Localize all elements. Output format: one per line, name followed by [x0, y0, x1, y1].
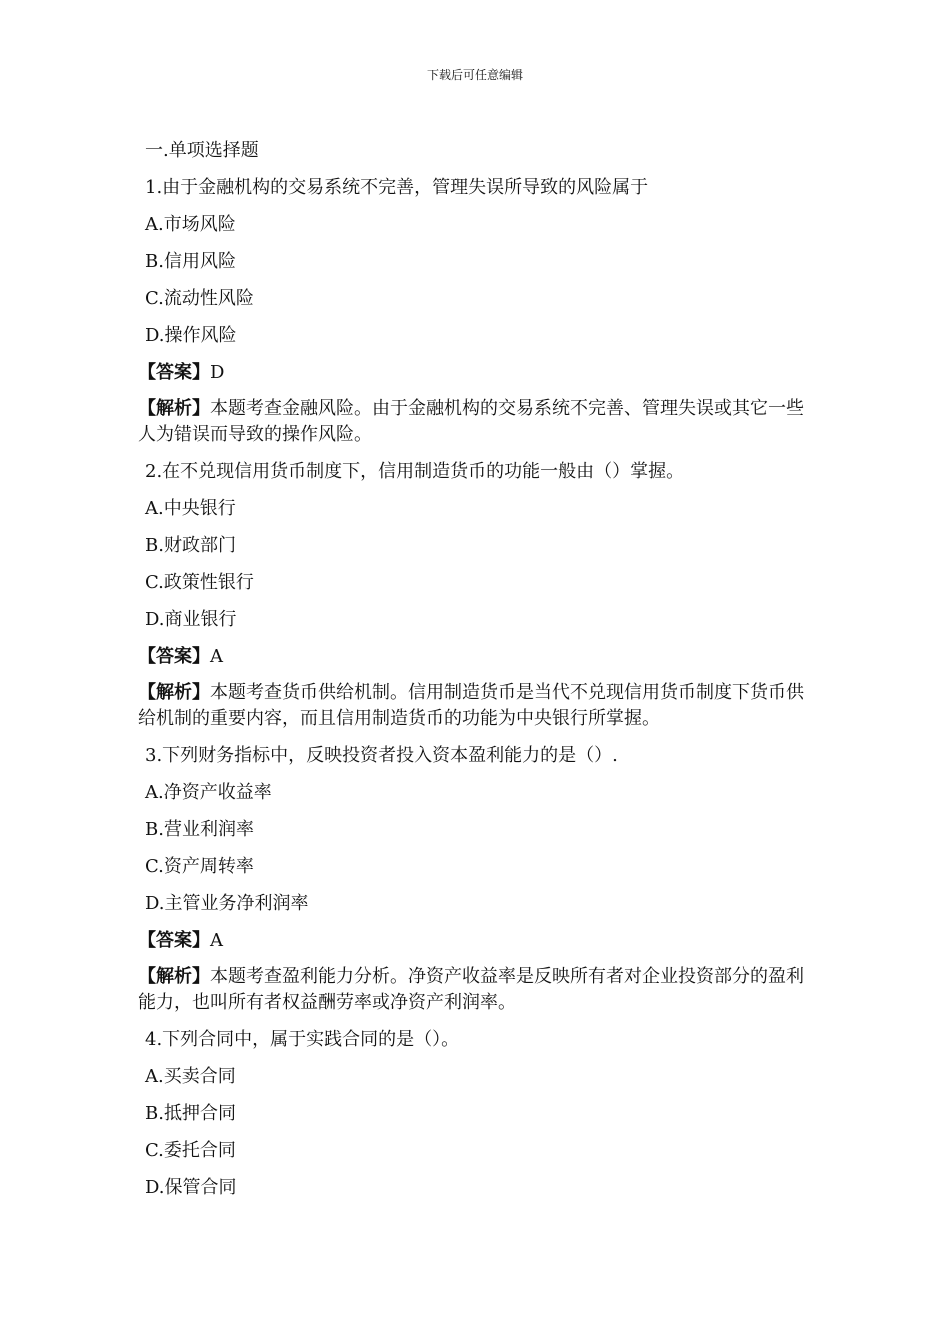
option-b: B.财政部门 [145, 535, 236, 556]
option-a: A.市场风险 [145, 214, 236, 235]
document-body [138, 137, 810, 1211]
analysis-text: 本题考查金融风险。由于金融机构的交易系统不完善、管理失误或其它一些人为错误而导致的操作风险。 [138, 398, 804, 445]
analysis-text: 本题考查盈利能力分析。净资产收益率是反映所有者对企业投资部分的盈利能力，也叫所有者权益酬劳率或净资产利润率。 [138, 966, 804, 1013]
section-title: 一.单项选择题 [145, 140, 259, 161]
page-header: 下载后可任意编辑 [426, 68, 523, 82]
analysis-text: 本题考查货币供给机制。信用制造货币是当代不兑现信用货币制度下货币供给机制的重要内容，而且信用制造货币的功能为中央银行所掌握。 [138, 682, 804, 729]
option-b: B.营业利润率 [145, 819, 254, 840]
option-c: C.资产周转率 [145, 856, 254, 877]
answer-value: D [210, 362, 225, 383]
option-a: A.净资产收益率 [145, 782, 272, 803]
question-stem: 3.下列财务指标中，反映投资者投入资本盈利能力的是（）. [145, 745, 618, 766]
option-c: C.流动性风险 [145, 288, 254, 309]
answer [138, 643, 810, 670]
option-b: B.信用风险 [145, 251, 236, 272]
answer-label: 【答案】 [138, 930, 210, 951]
question-2 [138, 458, 810, 732]
analysis-label: 【解析】 [138, 398, 210, 419]
answer-value: A [210, 646, 223, 667]
option-a: A.买卖合同 [145, 1066, 236, 1087]
answer-value: A [210, 930, 223, 951]
answer [138, 927, 810, 954]
answer-label: 【答案】 [138, 362, 210, 383]
option-c: C.政策性银行 [145, 572, 254, 593]
option-a: A.中央银行 [145, 498, 236, 519]
answer [138, 359, 810, 386]
option-d: D.保管合同 [145, 1177, 237, 1198]
analysis [138, 396, 810, 448]
option-d: D.商业银行 [145, 609, 237, 630]
question-4 [145, 1026, 810, 1201]
option-d: D.操作风险 [145, 325, 237, 346]
analysis-label: 【解析】 [138, 966, 210, 987]
analysis [138, 680, 810, 732]
answer-label: 【答案】 [138, 646, 210, 667]
question-stem: 4.下列合同中，属于实践合同的是（）。 [145, 1029, 460, 1050]
question-stem: 1.由于金融机构的交易系统不完善，管理失误所导致的风险属于 [145, 177, 649, 198]
analysis [138, 964, 810, 1016]
question-stem: 2.在不兑现信用货币制度下，信用制造货币的功能一般由（）掌握。 [145, 461, 685, 482]
option-b: B.抵押合同 [145, 1103, 236, 1124]
question-3 [138, 742, 810, 1016]
option-d: D.主管业务净利润率 [145, 893, 309, 914]
analysis-label: 【解析】 [138, 682, 210, 703]
option-c: C.委托合同 [145, 1140, 236, 1161]
question-1 [138, 174, 810, 448]
